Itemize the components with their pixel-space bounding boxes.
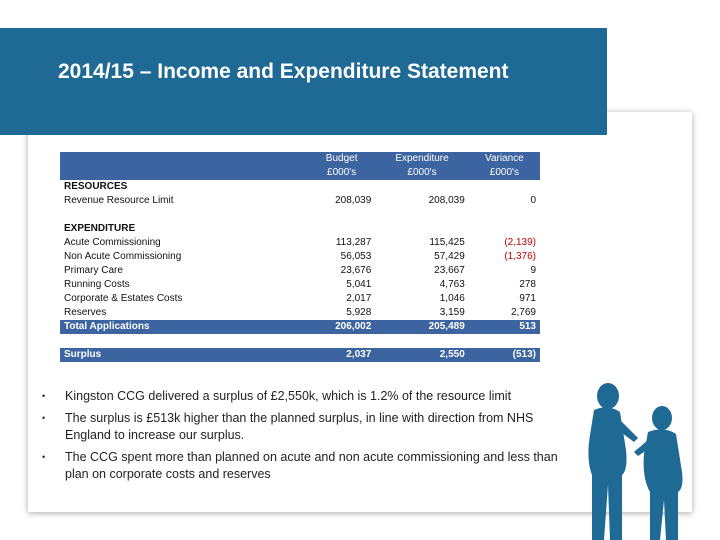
table-row: Reserves 5,928 3,159 2,769: [64, 307, 536, 318]
col-variance-header: Variance: [469, 152, 540, 166]
income-expenditure-table: [60, 152, 540, 362]
section-heading-expenditure: EXPENDITURE: [64, 223, 136, 234]
table-header-row-2: [60, 166, 540, 180]
col-variance-unit: £000's: [469, 166, 540, 180]
section-heading-resources: RESOURCES: [64, 181, 128, 192]
table-row: Corporate & Estates Costs 2,017 1,046 971: [64, 293, 536, 304]
surplus-row: Surplus 2,037 2,550 (513): [60, 348, 540, 362]
page-title: 2014/15 – Income and Expenditure Statement: [58, 60, 509, 83]
table-header-row-1: [60, 152, 540, 166]
table-row: Running Costs 5,041 4,763 278: [64, 279, 536, 290]
bullet-icon: •: [42, 391, 46, 401]
table-row: Acute Commissioning 113,287 115,425 (2,139): [64, 237, 536, 248]
bullet-icon: •: [42, 413, 46, 423]
col-budget-unit: £000's: [308, 166, 375, 180]
table-row: Revenue Resource Limit 208,039 208,039 0: [64, 195, 536, 206]
list-item: • Kingston CCG delivered a surplus of £2,550k, which is 1.2% of the resource limit: [42, 389, 512, 403]
bullet-icon: •: [42, 452, 46, 462]
total-applications-row: Total Applications 206,002 205,489 513: [60, 320, 540, 334]
table-row: Non Acute Commissioning 56,053 57,429 (1,376): [64, 251, 536, 262]
list-item: • The surplus is £513k higher than the planned surplus, in line with direction from NHS England to increase our surplus.: [42, 411, 534, 442]
col-budget-header: Budget: [308, 152, 375, 166]
col-expenditure-unit: £000's: [375, 166, 469, 180]
list-item: • The CCG spent more than planned on acute and non acute commissioning and less than plan on corporate costs and reserves: [42, 450, 558, 481]
two-people-talking-icon: [580, 380, 710, 540]
col-expenditure-header: Expenditure: [375, 152, 469, 166]
summary-bullets: [42, 388, 572, 488]
table-row: Primary Care 23,676 23,667 9: [64, 265, 536, 276]
